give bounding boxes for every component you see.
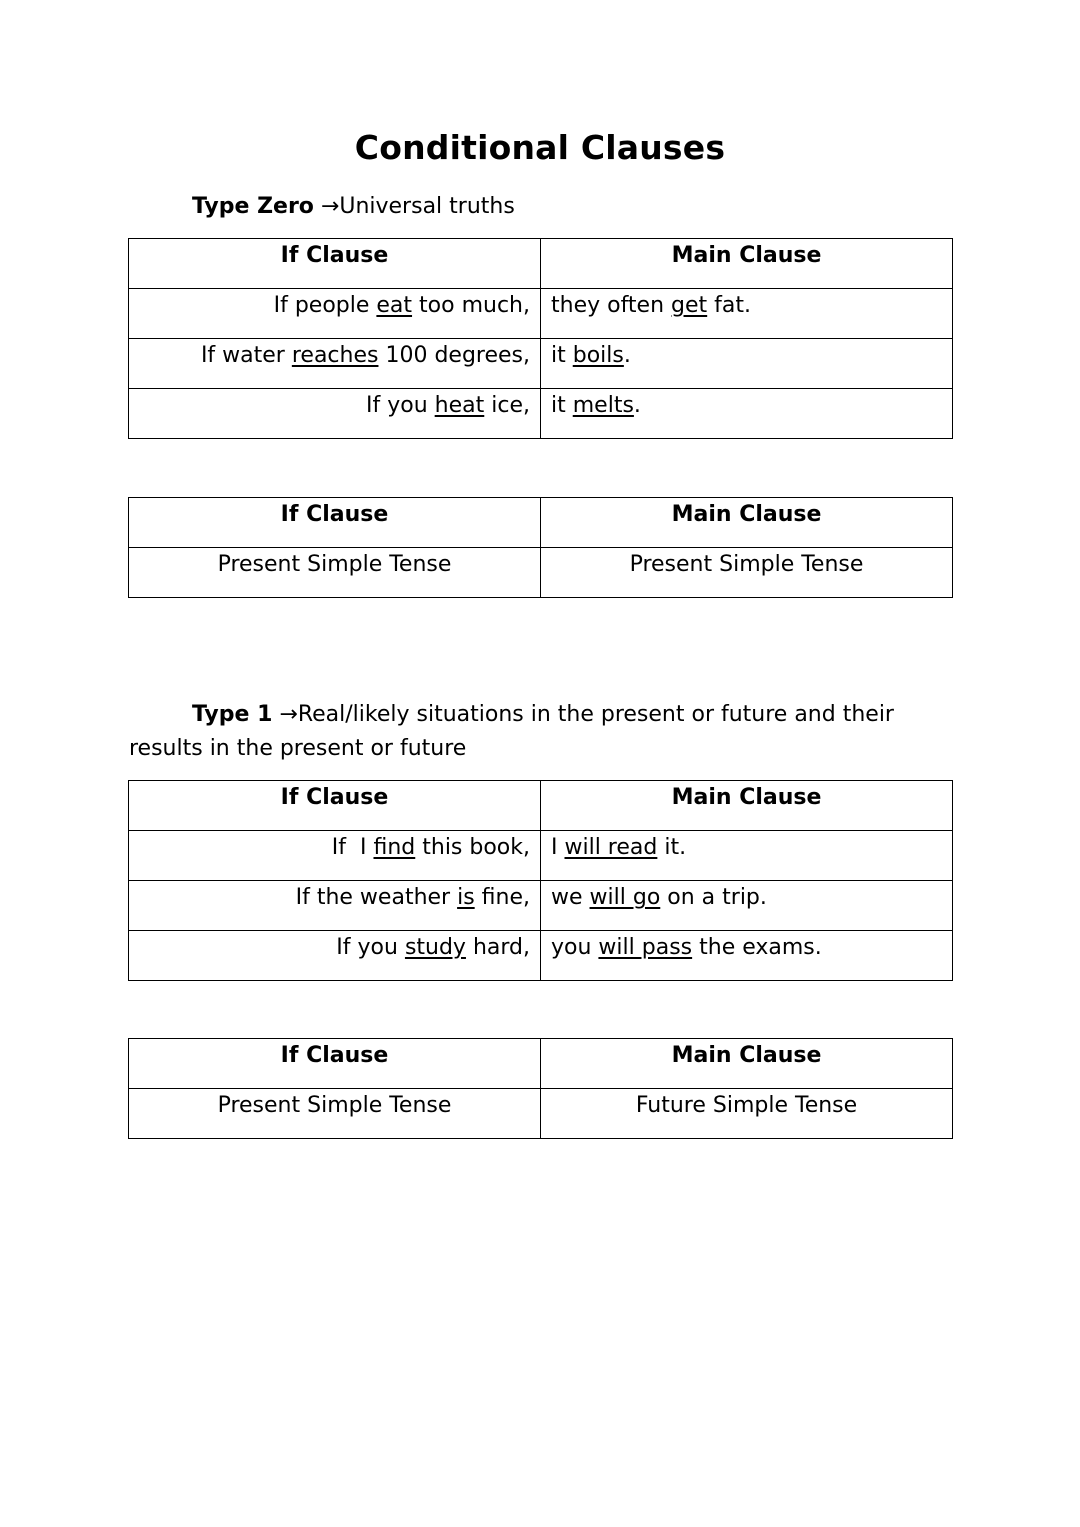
main-clause-header: Main Clause [541, 239, 953, 289]
table-header-row [129, 781, 953, 831]
table-row [129, 548, 953, 598]
text-segment: If you [336, 935, 405, 960]
underlined-verb: reaches [291, 343, 379, 368]
if-clause-tense: Present Simple Tense [129, 1089, 541, 1139]
main-clause-tense: Present Simple Tense [541, 548, 953, 598]
main-clause-header: Main Clause [541, 1039, 953, 1089]
if-clause-header: If Clause [129, 239, 541, 289]
text-segment: If people [273, 293, 377, 318]
text-segment: it. [657, 835, 687, 860]
type-zero-tense-table [128, 497, 953, 598]
main-clause-header: Main Clause [541, 498, 953, 548]
table-row [129, 339, 953, 389]
text-segment: we [551, 885, 590, 910]
text-segment: 100 degrees, [378, 343, 530, 368]
text-segment: . [623, 343, 631, 368]
underlined-verb: get [671, 293, 708, 318]
if-clause-cell [129, 931, 541, 981]
underlined-verb: will go [589, 885, 661, 910]
text-segment: the exams. [692, 935, 822, 960]
text-segment: fine, [474, 885, 530, 910]
if-clause-header: If Clause [129, 1039, 541, 1089]
type-one-description-line1: Real/likely situations in the present or future and their [297, 702, 894, 727]
type-one-label: Type 1 [192, 702, 273, 727]
if-clause-cell [129, 339, 541, 389]
table-header-row [129, 239, 953, 289]
table-row [129, 881, 953, 931]
type-zero-heading [129, 190, 949, 224]
text-segment: If water [200, 343, 292, 368]
underlined-verb: will pass [598, 935, 693, 960]
underlined-verb: melts [572, 393, 634, 418]
main-clause-header: Main Clause [541, 781, 953, 831]
type-one-examples-table [128, 780, 953, 981]
if-clause-cell [129, 289, 541, 339]
underlined-verb: study [404, 935, 466, 960]
main-clause-cell [541, 339, 953, 389]
if-clause-cell [129, 881, 541, 931]
page-title: Conditional Clauses [354, 128, 726, 167]
main-clause-cell [541, 289, 953, 339]
text-segment: on a trip. [660, 885, 767, 910]
text-segment: If I [331, 835, 374, 860]
text-segment: they often [551, 293, 672, 318]
table-row [129, 931, 953, 981]
main-clause-cell [541, 881, 953, 931]
main-clause-cell [541, 931, 953, 981]
text-segment: it [551, 393, 573, 418]
if-clause-header: If Clause [129, 781, 541, 831]
if-clause-cell [129, 831, 541, 881]
text-segment: you [551, 935, 599, 960]
if-clause-cell [129, 389, 541, 439]
main-clause-cell [541, 389, 953, 439]
arrow-right-icon: → [279, 702, 298, 727]
text-segment: it [551, 343, 573, 368]
arrow-right-icon: → [320, 194, 340, 219]
main-clause-cell [541, 831, 953, 881]
text-segment: ice, [484, 393, 530, 418]
text-segment: I [551, 835, 565, 860]
type-zero-description: Universal truths [339, 194, 515, 219]
type-one-tense-table [128, 1038, 953, 1139]
underlined-verb: heat [434, 393, 485, 418]
type-one-description-line2: results in the present or future [129, 736, 467, 761]
table-row [129, 831, 953, 881]
underlined-verb: will read [564, 835, 658, 860]
table-row [129, 289, 953, 339]
table-row [129, 1089, 953, 1139]
text-segment: too much, [412, 293, 530, 318]
if-clause-header: If Clause [129, 498, 541, 548]
type-zero-examples-table [128, 238, 953, 439]
main-clause-tense: Future Simple Tense [541, 1089, 953, 1139]
text-segment: this book, [415, 835, 530, 860]
underlined-verb: eat [376, 293, 413, 318]
type-one-heading [129, 698, 949, 766]
text-segment: hard, [465, 935, 530, 960]
text-segment: . [633, 393, 641, 418]
underlined-verb: boils [572, 343, 624, 368]
if-clause-tense: Present Simple Tense [129, 548, 541, 598]
text-segment: If you [366, 393, 435, 418]
underlined-verb: find [373, 835, 416, 860]
table-header-row [129, 1039, 953, 1089]
table-header-row [129, 498, 953, 548]
type-zero-label: Type Zero [192, 194, 314, 219]
table-row [129, 389, 953, 439]
text-segment: If the weather [295, 885, 458, 910]
text-segment: fat. [707, 293, 752, 318]
underlined-verb: is [457, 885, 475, 910]
